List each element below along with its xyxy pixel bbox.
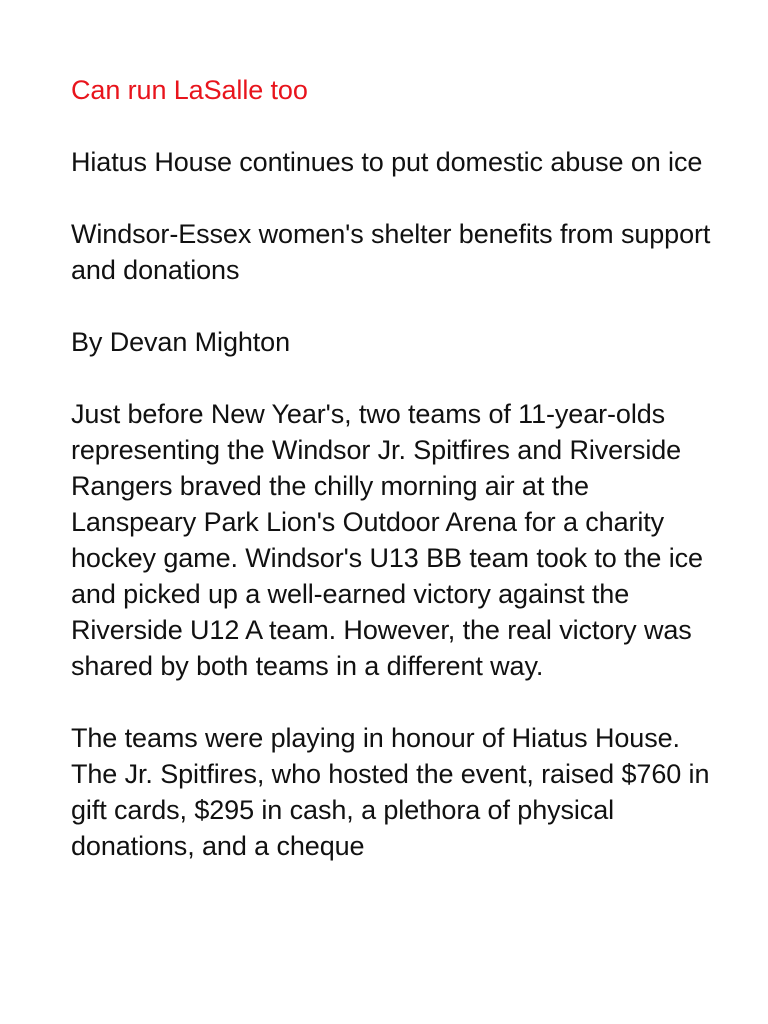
document-page — [71, 72, 721, 900]
headline: Hiatus House continues to put domestic abuse on ice — [71, 147, 703, 177]
body-paragraph-2: The teams were playing in honour of Hiatus House. The Jr. Spitfires, who hosted the event, raised $760 in gift cards, $295 in cash, a plethora of physical donations, and a cheque — [71, 723, 710, 861]
subheadline: Windsor-Essex women's shelter benefits from support and donations — [71, 219, 711, 285]
body-paragraph-1: Just before New Year's, two teams of 11-year-olds representing the Windsor Jr. Spitfires and Riverside Rangers braved the chilly morning air at the Lanspeary Park Lion's Outdoor Arena for a charity hockey game. Windsor's U13 BB team took to the ice and picked up a well-earned victory against the Riverside U12 A team. However, the real victory was shared by both teams in a different way. — [71, 399, 703, 681]
editor-note: Can run LaSalle too — [71, 75, 308, 105]
byline: By Devan Mighton — [71, 327, 291, 357]
